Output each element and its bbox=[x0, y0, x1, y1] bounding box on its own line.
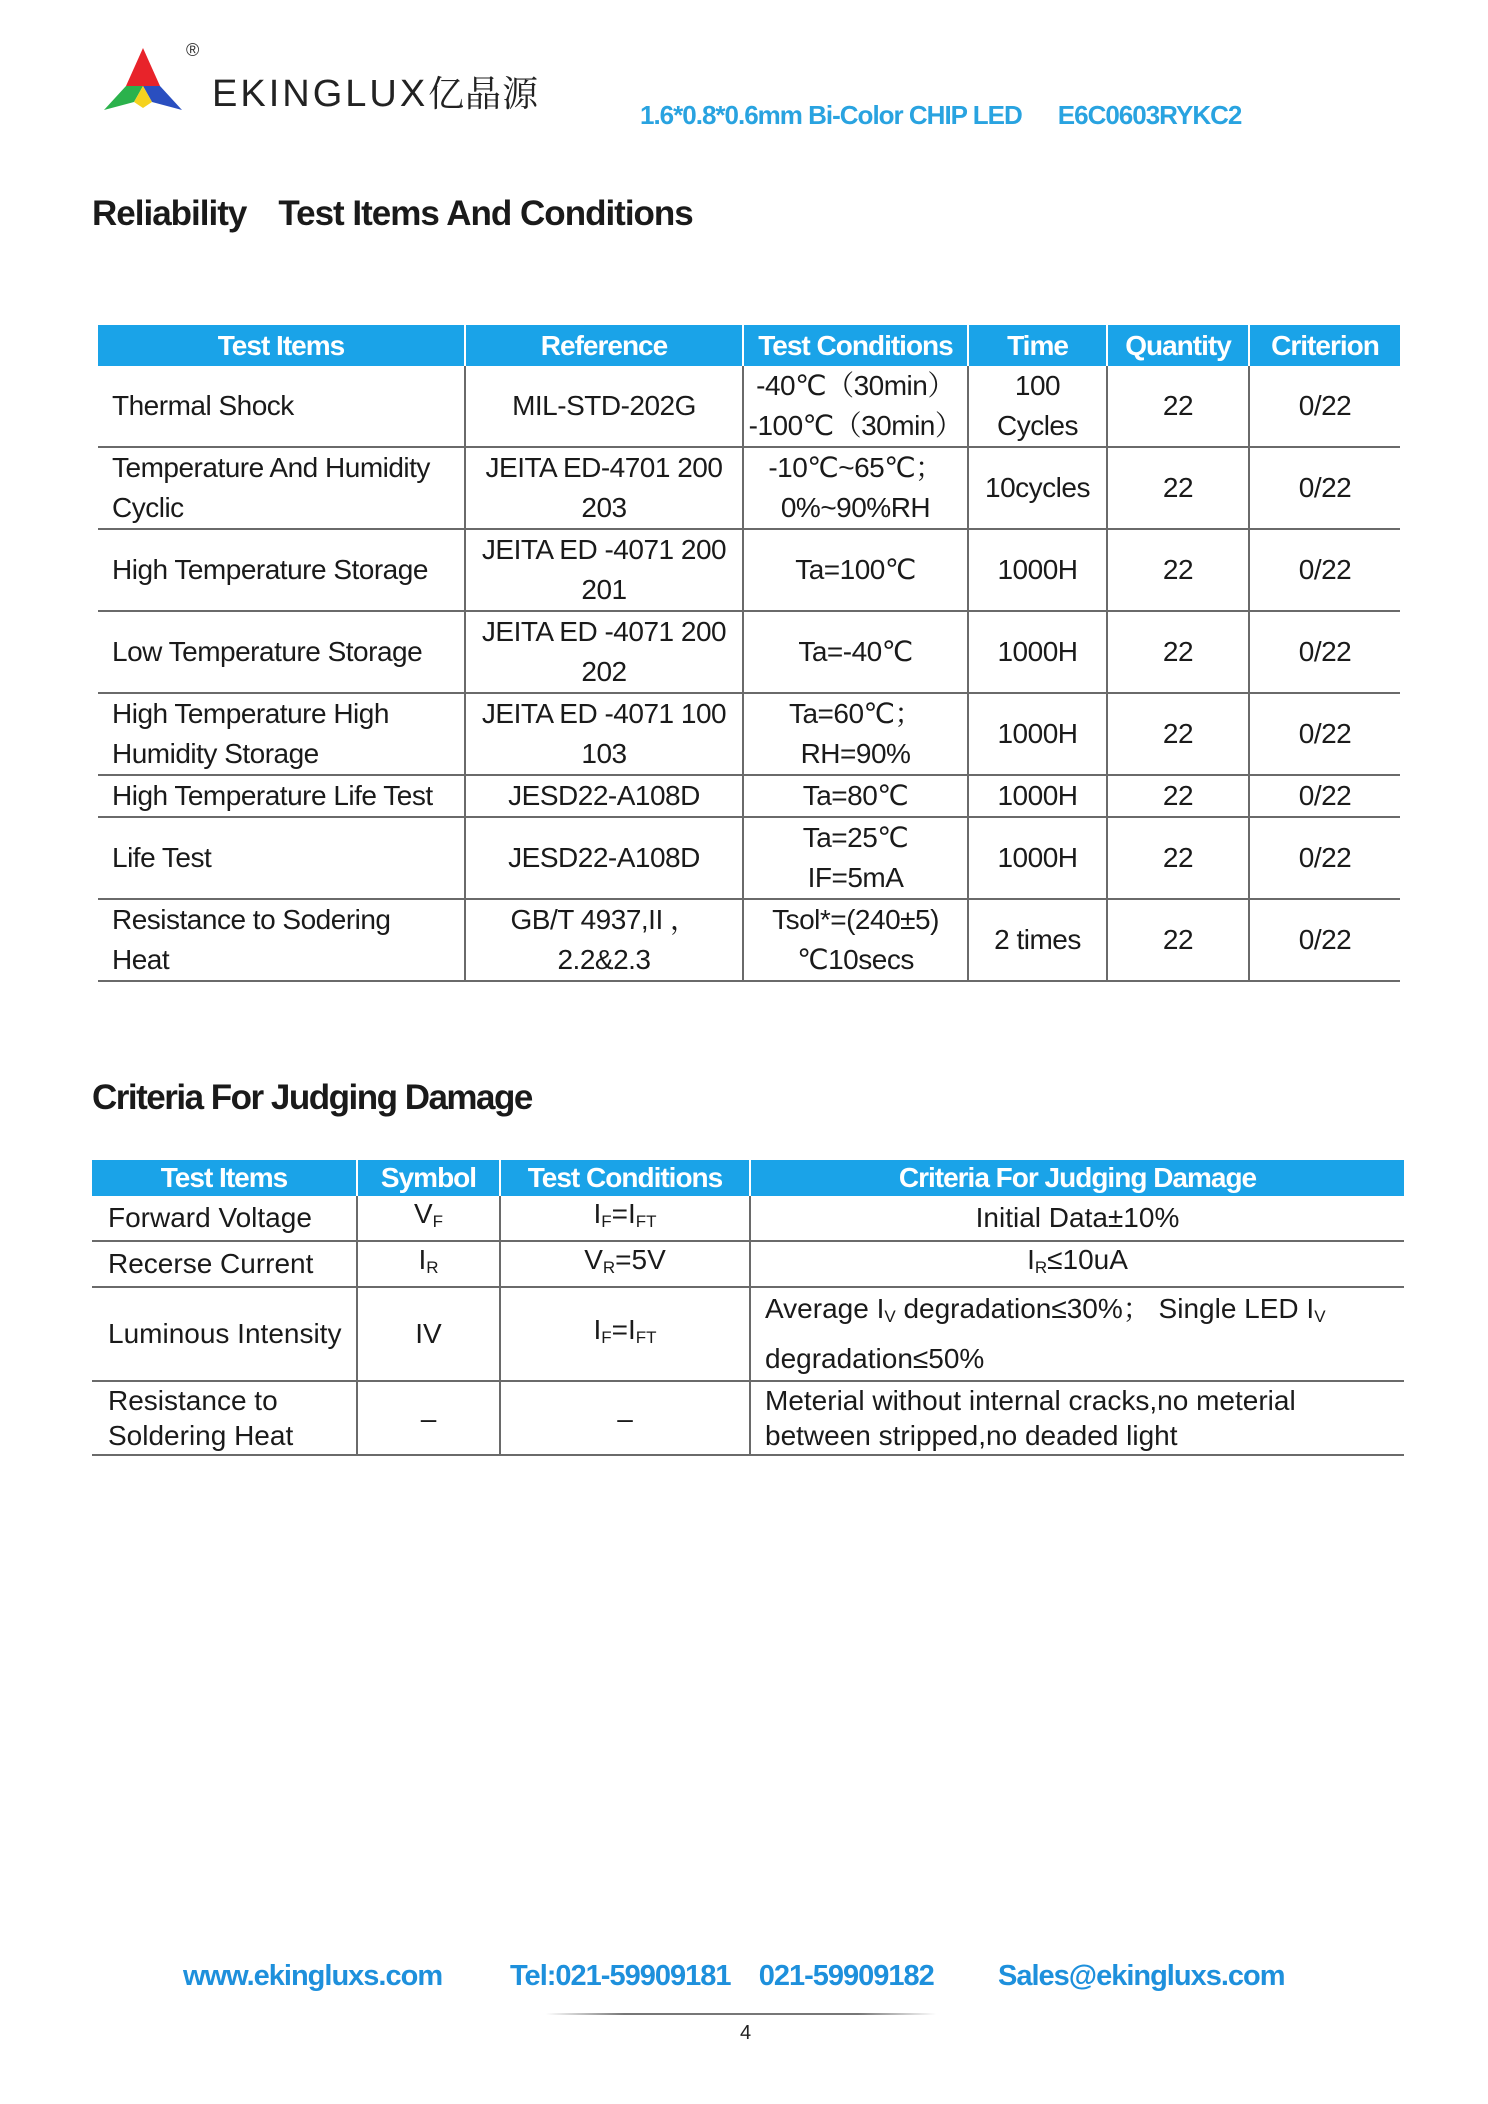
cell-symbol bbox=[357, 1196, 500, 1241]
cell-time-line: 2 times bbox=[994, 924, 1081, 955]
cell-time-line: Cycles bbox=[996, 410, 1078, 441]
table-row bbox=[98, 529, 1400, 611]
cell-reference bbox=[465, 693, 743, 775]
cell-quantity: 22 bbox=[1107, 366, 1249, 447]
crit-2-sub: V bbox=[1314, 1307, 1326, 1326]
crit-b: ≤10uA bbox=[1047, 1244, 1128, 1275]
cell-reference-line: 203 bbox=[581, 492, 627, 523]
cond-a: V bbox=[584, 1244, 603, 1275]
cell-criteria: Initial Data±10% bbox=[750, 1196, 1404, 1241]
cell-conditions: – bbox=[500, 1381, 750, 1455]
cell-symbol: – bbox=[357, 1381, 500, 1455]
cell-reference-line: 201 bbox=[581, 574, 627, 605]
cell-item-line: Thermal Shock bbox=[112, 390, 294, 421]
cell-item bbox=[98, 775, 465, 817]
cell-criterion: 0/22 bbox=[1249, 775, 1400, 817]
cell-conditions bbox=[743, 899, 968, 981]
cell-conditions-line: Ta=-40℃ bbox=[798, 636, 913, 667]
cond-b-sub: FT bbox=[635, 1212, 657, 1231]
symbol-main: V bbox=[413, 1198, 433, 1229]
cell-item: Recerse Current bbox=[92, 1241, 357, 1287]
cell-item bbox=[98, 611, 465, 693]
section-title-criteria: Criteria For Judging Damage bbox=[92, 1078, 532, 1117]
table-row bbox=[92, 1287, 1404, 1381]
part-number: E6C0603RYKC2 bbox=[1057, 100, 1242, 130]
cell-time bbox=[968, 817, 1107, 899]
cell-conditions bbox=[743, 366, 968, 447]
cond-a-sub: F bbox=[601, 1212, 612, 1231]
cell-item bbox=[98, 366, 465, 447]
symbol-main: I bbox=[418, 1244, 427, 1275]
criteria-table bbox=[92, 1160, 1404, 1456]
cell-time-line: 1000H bbox=[997, 636, 1078, 667]
cell-conditions bbox=[743, 529, 968, 611]
cell-reference-line: 103 bbox=[581, 738, 627, 769]
cell-quantity: 22 bbox=[1107, 693, 1249, 775]
cell-conditions bbox=[500, 1287, 750, 1381]
cell-conditions bbox=[500, 1196, 750, 1241]
cell-item bbox=[98, 899, 465, 981]
cell-criterion: 0/22 bbox=[1249, 447, 1400, 529]
table-row bbox=[98, 366, 1400, 447]
cell-item bbox=[98, 447, 465, 529]
cell-item-line: Heat bbox=[112, 944, 170, 975]
crit-line-2: between stripped,no deaded light bbox=[765, 1420, 1178, 1451]
registered-mark: ® bbox=[186, 40, 200, 60]
cell-time bbox=[968, 899, 1107, 981]
cell-quantity: 22 bbox=[1107, 529, 1249, 611]
cell-reference-line: 202 bbox=[581, 656, 627, 687]
product-header bbox=[640, 100, 1241, 131]
table-row bbox=[98, 817, 1400, 899]
crit-2: degradation≤30%； Single LED I bbox=[895, 1293, 1315, 1324]
cell-conditions-line: ℃10secs bbox=[797, 944, 914, 975]
reliability-table bbox=[98, 325, 1400, 982]
cell-conditions bbox=[743, 447, 968, 529]
cell-quantity: 22 bbox=[1107, 899, 1249, 981]
cell-reference-line: 2.2&2.3 bbox=[557, 944, 651, 975]
table-row bbox=[98, 447, 1400, 529]
cell-item-line: High Temperature High bbox=[112, 698, 389, 729]
cell-reference-line: JEITA ED -4071 200 bbox=[481, 616, 727, 647]
table-row bbox=[98, 611, 1400, 693]
cell-conditions bbox=[500, 1241, 750, 1287]
cell-reference-line: JESD22-A108D bbox=[508, 842, 700, 873]
cell-criteria bbox=[750, 1287, 1404, 1381]
cell-symbol bbox=[357, 1241, 500, 1287]
cell-symbol: IV bbox=[357, 1287, 500, 1381]
product-description: 1.6*0.8*0.6mm Bi-Color CHIP LED bbox=[640, 100, 1022, 130]
cell-conditions-line: Tsol*=(240±5) bbox=[772, 904, 939, 935]
header-quantity: Quantity bbox=[1107, 325, 1249, 366]
crit-1: Average I bbox=[765, 1293, 885, 1324]
cell-conditions-line: Ta=25℃ bbox=[802, 822, 909, 853]
cell-time-line: 100 bbox=[1014, 370, 1061, 401]
cond-a: I bbox=[593, 1198, 602, 1229]
cell-conditions-line: IF=5mA bbox=[807, 862, 904, 893]
section-title-reliability bbox=[92, 194, 693, 234]
symbol-sub: F bbox=[432, 1212, 444, 1231]
brand-name bbox=[212, 66, 539, 117]
header-criteria: Criteria For Judging Damage bbox=[750, 1160, 1404, 1196]
cell-criterion: 0/22 bbox=[1249, 529, 1400, 611]
brand-latin: EKINGLUX bbox=[212, 73, 429, 115]
cell-time bbox=[968, 529, 1107, 611]
cell-reference bbox=[465, 817, 743, 899]
header-time: Time bbox=[968, 325, 1107, 366]
item-line-1: Resistance to bbox=[108, 1385, 278, 1416]
header-reference: Reference bbox=[465, 325, 743, 366]
cell-item bbox=[98, 693, 465, 775]
cell-item bbox=[98, 817, 465, 899]
cell-reference bbox=[465, 447, 743, 529]
cell-time-line: 1000H bbox=[997, 780, 1078, 811]
cell-time bbox=[968, 693, 1107, 775]
cell-item-line: Humidity Storage bbox=[112, 738, 319, 769]
cell-time bbox=[968, 775, 1107, 817]
cond-b: =5V bbox=[615, 1244, 666, 1275]
cell-criteria bbox=[750, 1381, 1404, 1455]
table-row bbox=[92, 1241, 1404, 1287]
cell-time-line: 1000H bbox=[997, 554, 1078, 585]
cell-conditions-line: -10℃~65℃； bbox=[768, 452, 943, 483]
cell-item-line: High Temperature Storage bbox=[112, 554, 428, 585]
cell-reference bbox=[465, 366, 743, 447]
crit-a-sub: R bbox=[1034, 1258, 1048, 1277]
cond-b-sub: FT bbox=[635, 1328, 657, 1347]
cell-criterion: 0/22 bbox=[1249, 899, 1400, 981]
criteria-header-row bbox=[92, 1160, 1404, 1196]
cell-conditions-line: 0%~90%RH bbox=[780, 492, 931, 523]
header-test-items: Test Items bbox=[98, 325, 465, 366]
cell-criterion: 0/22 bbox=[1249, 817, 1400, 899]
cell-quantity: 22 bbox=[1107, 817, 1249, 899]
cell-conditions-line: Ta=100℃ bbox=[795, 554, 916, 585]
footer-website-link[interactable]: www.ekingluxs.com bbox=[183, 1960, 443, 1992]
cell-item: Forward Voltage bbox=[92, 1196, 357, 1241]
section-title-part-a: Reliability bbox=[92, 194, 247, 233]
cell-reference-line: JESD22-A108D bbox=[508, 780, 700, 811]
cell-reference-line: JEITA ED -4071 200 bbox=[481, 534, 727, 565]
cell-item-line: Life Test bbox=[112, 842, 212, 873]
cell-quantity: 22 bbox=[1107, 447, 1249, 529]
crit-1-sub: V bbox=[884, 1307, 896, 1326]
table-row bbox=[92, 1381, 1404, 1455]
cell-reference bbox=[465, 611, 743, 693]
table-row bbox=[98, 693, 1400, 775]
cell-item-line: Low Temperature Storage bbox=[112, 636, 423, 667]
cell-time-line: 10cycles bbox=[985, 472, 1090, 503]
cell-time bbox=[968, 447, 1107, 529]
section-title-part-b: Test Items And Conditions bbox=[278, 194, 693, 233]
cell-conditions-line: -100℃（30min） bbox=[748, 410, 963, 441]
cell-time-line: 1000H bbox=[997, 718, 1078, 749]
cell-reference-line: JEITA ED-4701 200 bbox=[485, 452, 723, 483]
cell-reference bbox=[465, 899, 743, 981]
cell-reference bbox=[465, 775, 743, 817]
cell-time bbox=[968, 366, 1107, 447]
footer-telephone: Tel:021-59909181 021-59909182 bbox=[510, 1960, 934, 1992]
reliability-header-row bbox=[98, 325, 1400, 366]
cell-time bbox=[968, 611, 1107, 693]
cond-a: I bbox=[593, 1314, 602, 1345]
cell-reference-line: JEITA ED -4071 100 bbox=[481, 698, 727, 729]
cell-item-line: High Temperature Life Test bbox=[112, 780, 433, 811]
cell-reference-line: MIL-STD-202G bbox=[512, 390, 696, 421]
crit-3: degradation≤50% bbox=[765, 1343, 985, 1374]
cell-conditions-line: -40℃（30min） bbox=[756, 370, 955, 401]
cell-conditions bbox=[743, 611, 968, 693]
cell-conditions bbox=[743, 817, 968, 899]
cell-criterion: 0/22 bbox=[1249, 366, 1400, 447]
table-row bbox=[98, 775, 1400, 817]
cond-b: =I bbox=[611, 1198, 636, 1229]
cell-item bbox=[92, 1381, 357, 1455]
cell-conditions bbox=[743, 693, 968, 775]
footer-divider bbox=[546, 2013, 936, 2015]
crit-line-1: Meterial without internal cracks,no meterial bbox=[765, 1385, 1296, 1416]
cell-criteria bbox=[750, 1241, 1404, 1287]
cell-reference-line: GB/T 4937,II ， bbox=[510, 904, 698, 935]
symbol-sub: R bbox=[426, 1258, 439, 1277]
cell-time-line: 1000H bbox=[997, 842, 1078, 873]
cell-item-line: Temperature And Humidity bbox=[112, 452, 430, 483]
header-test-conditions: Test Conditions bbox=[500, 1160, 750, 1196]
cell-quantity: 22 bbox=[1107, 611, 1249, 693]
header-test-conditions: Test Conditions bbox=[743, 325, 968, 366]
header-criterion: Criterion bbox=[1249, 325, 1400, 366]
cell-reference bbox=[465, 529, 743, 611]
item-line-2: Soldering Heat bbox=[108, 1420, 294, 1451]
cell-conditions bbox=[743, 775, 968, 817]
cell-item-line: Resistance to Sodering bbox=[112, 904, 391, 935]
crit-a: I bbox=[1027, 1244, 1035, 1275]
page-number: 4 bbox=[740, 2022, 752, 2044]
footer-email-link[interactable]: Sales@ekingluxs.com bbox=[998, 1960, 1285, 1992]
company-logo-icon bbox=[98, 42, 188, 122]
cell-item: Luminous Intensity bbox=[92, 1287, 357, 1381]
cond-a-sub: R bbox=[602, 1258, 616, 1277]
cell-conditions-line: Ta=80℃ bbox=[802, 780, 909, 811]
brand-cn: 亿晶源 bbox=[428, 73, 540, 114]
table-row bbox=[98, 899, 1400, 981]
table-row bbox=[92, 1196, 1404, 1241]
cell-conditions-line: RH=90% bbox=[800, 738, 911, 769]
cell-conditions-line: Ta=60℃； bbox=[788, 698, 922, 729]
cell-item-line: Cyclic bbox=[112, 492, 184, 523]
cell-criterion: 0/22 bbox=[1249, 693, 1400, 775]
cell-item bbox=[98, 529, 465, 611]
cond-b: =I bbox=[611, 1314, 636, 1345]
cond-a-sub: F bbox=[601, 1328, 612, 1347]
cell-criterion: 0/22 bbox=[1249, 611, 1400, 693]
header-test-items: Test Items bbox=[92, 1160, 357, 1196]
header-symbol: Symbol bbox=[357, 1160, 500, 1196]
cell-quantity: 22 bbox=[1107, 775, 1249, 817]
